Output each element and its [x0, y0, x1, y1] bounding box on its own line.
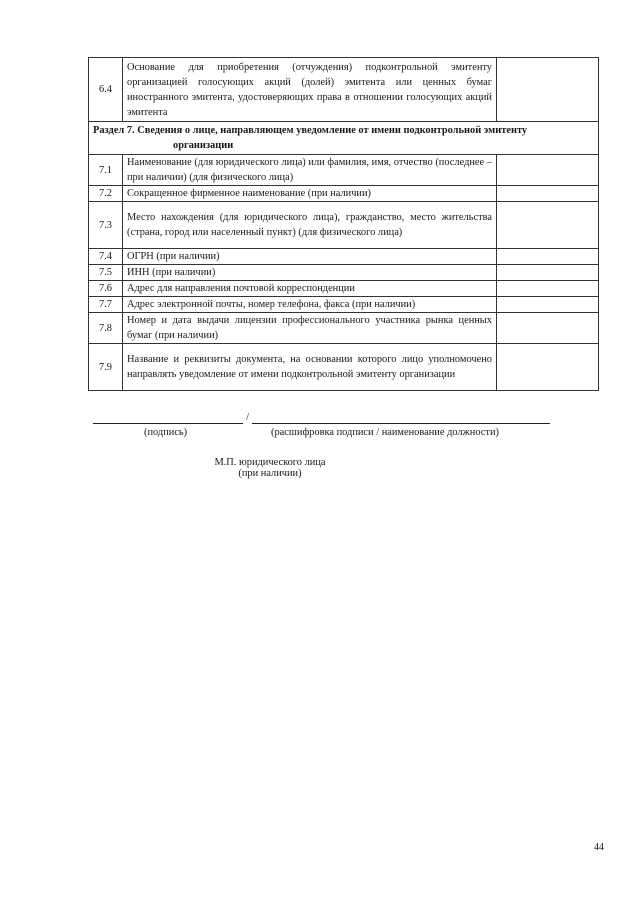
signature-decryption-line: [252, 423, 550, 424]
stamp-block: [190, 457, 350, 479]
row-description: ИНН (при наличии): [123, 265, 497, 281]
row-value-cell: [497, 281, 599, 297]
row-number: 7.1: [89, 155, 123, 186]
row-description: Адрес для направления почтовой корреспонденции: [123, 281, 497, 297]
row-number: 7.5: [89, 265, 123, 281]
signature-line: [93, 423, 243, 424]
table-row: [89, 155, 599, 186]
row-number: 7.8: [89, 313, 123, 344]
page-number: 44: [594, 842, 604, 853]
table-row: [89, 249, 599, 265]
row-number: 7.9: [89, 344, 123, 391]
row-description: Номер и дата выдачи лицензии профессионального участника рынка ценных бумаг (при наличии): [123, 313, 497, 344]
section-title-line1: Раздел 7. Сведения о лице, направляющем уведомление от имени подконтрольной эмитенту: [93, 125, 528, 136]
row-value-cell: [497, 249, 599, 265]
row-description: Название и реквизиты документа, на основании которого лицо уполномочено направлять уведомление от имени подконтрольной эмитенту организации: [123, 344, 497, 391]
table-row: [89, 186, 599, 202]
table-row: [89, 58, 599, 122]
notification-form-table: [88, 57, 599, 391]
row-value-cell: [497, 155, 599, 186]
stamp-label: М.П. юридического лица: [214, 457, 326, 468]
row-description: Сокращенное фирменное наименование (при наличии): [123, 186, 497, 202]
stamp-note: (при наличии): [238, 468, 302, 479]
row-number: 7.7: [89, 297, 123, 313]
table-row: [89, 313, 599, 344]
section-7-header: [89, 122, 599, 155]
row-number: 7.2: [89, 186, 123, 202]
row-value-cell: [497, 297, 599, 313]
row-description: Наименование (для юридического лица) или фамилия, имя, отчество (последнее – при наличии) (для физического лица): [123, 155, 497, 186]
signature-slash: /: [246, 411, 250, 423]
row-value-cell: [497, 186, 599, 202]
table-row: [89, 202, 599, 249]
signature-decryption-caption: (расшифровка подписи / наименование должности): [271, 427, 499, 438]
row-number: 7.6: [89, 281, 123, 297]
row-description: Основание для приобретения (отчуждения) подконтрольной эмитенту организацией голосующих акций (долей) эмитента или ценных бумаг иностранного эмитента, удостоверяющих права в отношении голосующих акций эмитента: [123, 58, 497, 122]
table-row: [89, 344, 599, 391]
row-number: 7.4: [89, 249, 123, 265]
row-value-cell: [497, 202, 599, 249]
row-description: ОГРН (при наличии): [123, 249, 497, 265]
row-description: Место нахождения (для юридического лица), гражданство, место жительства (страна, город или населенный пункт) (для физического лица): [123, 202, 497, 249]
row-value-cell: [497, 265, 599, 281]
table-row: [89, 297, 599, 313]
table-row: [89, 281, 599, 297]
section-title: [89, 122, 599, 155]
section-title-line2: организации: [173, 140, 234, 151]
row-value-cell: [497, 344, 599, 391]
row-number: 7.3: [89, 202, 123, 249]
signature-caption: (подпись): [144, 427, 188, 438]
row-number: 6.4: [89, 58, 123, 122]
row-value-cell: [497, 58, 599, 122]
row-description: Адрес электронной почты, номер телефона, факса (при наличии): [123, 297, 497, 313]
row-value-cell: [497, 313, 599, 344]
table-row: [89, 265, 599, 281]
